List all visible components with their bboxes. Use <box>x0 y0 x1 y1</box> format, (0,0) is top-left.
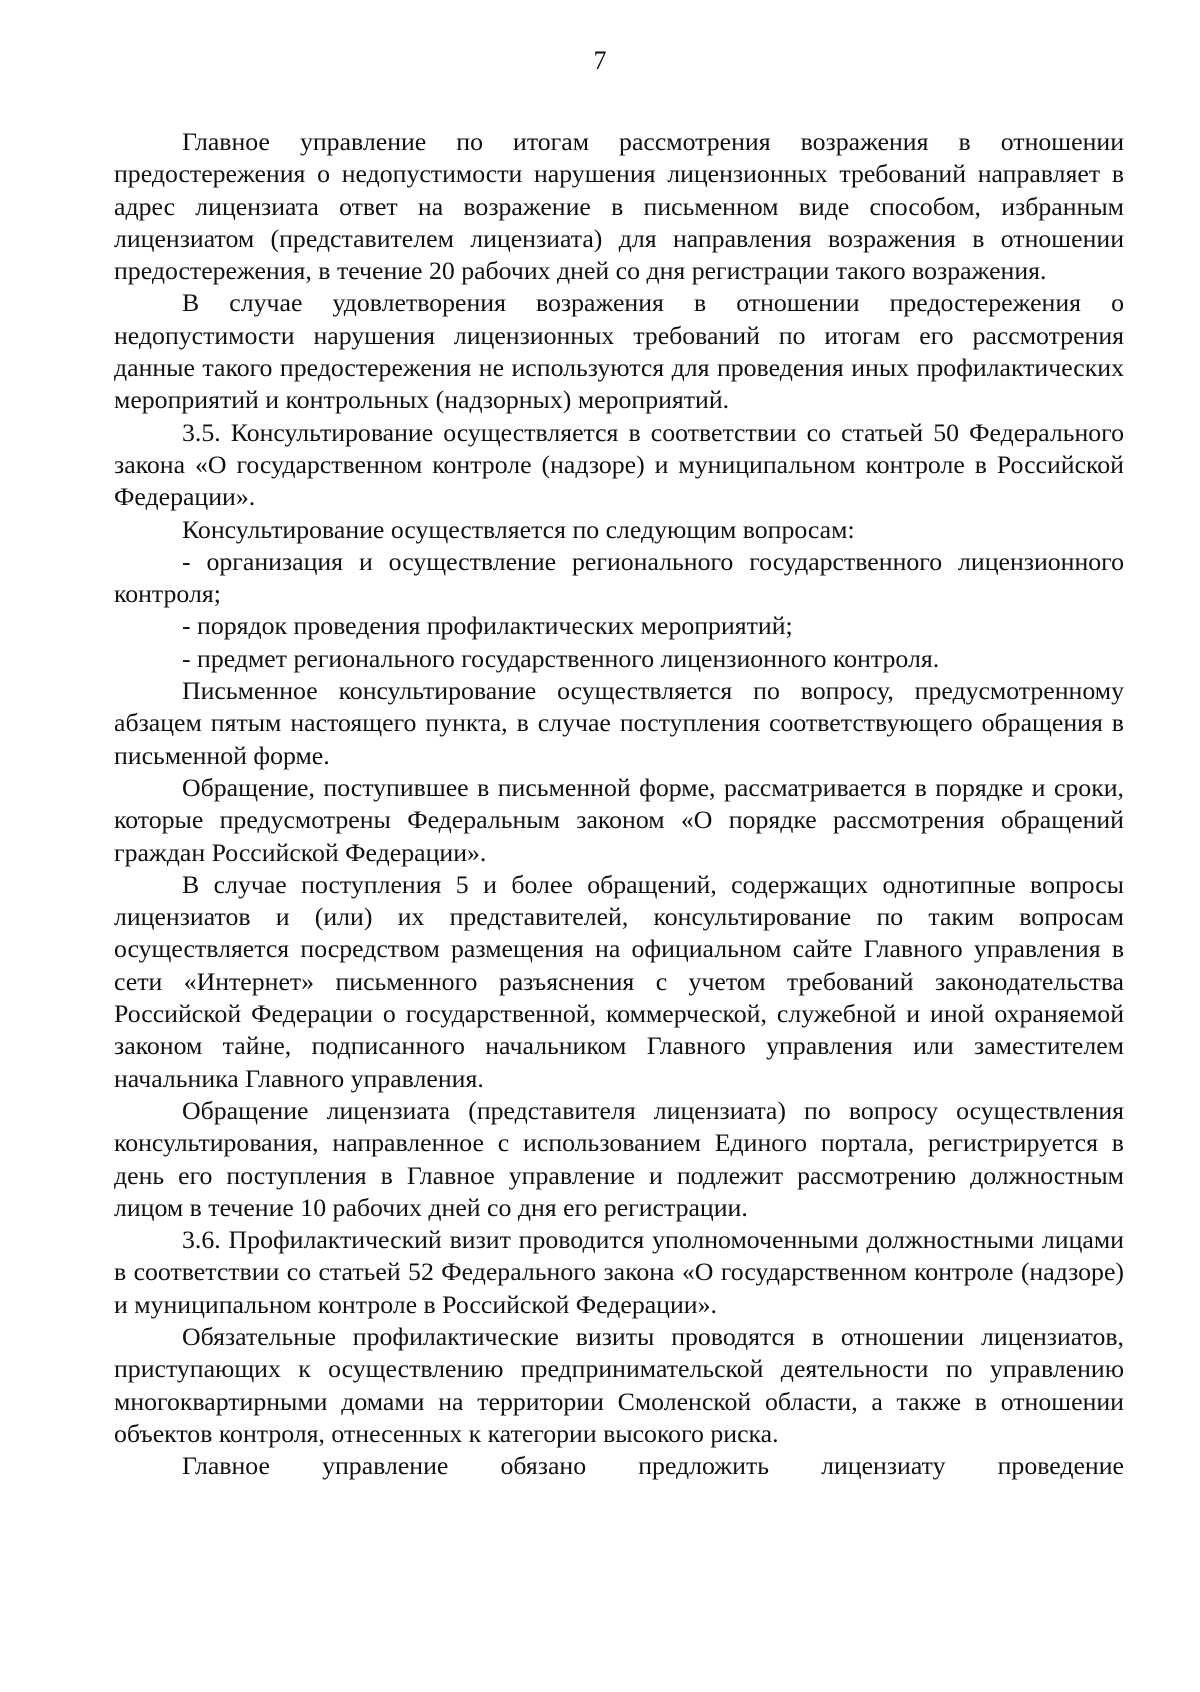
paragraph-written-consulting: Письменное консультирование осуществляется по вопросу, предусмотренному абзацем пятым настоящего пункта, в случае поступления соответствующего обращения в письменной форме. <box>114 676 1124 770</box>
paragraph-3-5-consulting: 3.5. Консультирование осуществляется в соответствии со статьей 50 Федерального закона «О государственном контроле (надзоре) и муниципальном контроле в Российской Федерации». <box>114 417 1124 512</box>
paragraph-similar-appeals: В случае поступления 5 и более обращений, содержащих однотипные вопросы лицензиатов и (или) их представителей, консультирование по таким вопросам осуществляется посредством размещения на официальном сайте Главного управления в сети «Интернет» письменного разъяснения с учетом требований законодательства Российской Федерации о государственной, коммерческой, служебной и иной охраняемой законом тайне, подписанного начальником Главного управления или заместителем начальника Главного управления. <box>114 869 1124 1093</box>
list-item-procedure: - порядок проведения профилактических мероприятий; <box>182 611 793 641</box>
paragraph-consulting-topics: Консультирование осуществляется по следующим вопросам: <box>182 514 855 544</box>
paragraph-offer-visit: Главное управление обязано предложить лицензиату проведение <box>182 1451 1124 1481</box>
list-item-subject: - предмет регионального государственного лицензионного контроля. <box>182 643 940 673</box>
list-item-organization: - организация и осуществление регионального государственного лицензионного контроля; <box>114 546 1124 609</box>
paragraph-mandatory-visits: Обязательные профилактические визиты проводятся в отношении лицензиатов, приступающих к осуществлению предпринимательской деятельности по управлению многоквартирными домами на территории Смоленской области, а также в отношении объектов контроля, отнесенных к категории высокого риска. <box>114 1321 1124 1448</box>
paragraph-objection-satisfied: В случае удовлетворения возражения в отношении предостережения о недопустимости нарушения лицензионных требований по итогам его рассмотрения данные такого предостережения не используются для проведения иных профилактических мероприятий и контрольных (надзорных) мероприятий. <box>114 288 1124 415</box>
paragraph-3-6-preventive-visit: 3.6. Профилактический визит проводится уполномоченными должностными лицами в соответствии со статьей 52 Федерального закона «О государственном контроле (надзоре) и муниципальном контроле в Российской Федерации». <box>114 1225 1124 1319</box>
page-number: 7 <box>593 46 607 75</box>
document-body <box>114 126 1124 1482</box>
paragraph-written-appeal: Обращение, поступившее в письменной форме, рассматривается в порядке и сроки, которые предусмотрены Федеральным законом «О порядке рассмотрения обращений граждан Российской Федерации». <box>114 772 1124 867</box>
paragraph-portal-appeal: Обращение лицензиата (представителя лицензиата) по вопросу осуществления консультирования, направленное с использованием Единого портала, регистрируется в день его поступления в Главное управление и подлежит рассмотрению должностным лицом в течение 10 рабочих дней со дня его регистрации. <box>114 1095 1124 1222</box>
paragraph-objection-response: Главное управление по итогам рассмотрения возражения в отношении предостережения о недопустимости нарушения лицензионных требований направляет в адрес лицензиата ответ на возражение в письменном виде способом, избранным лицензиатом (представителем лицензиата) для направления возражения в отношении предостережения, в течение 20 рабочих дней со дня регистрации такого возражения. <box>114 127 1124 286</box>
